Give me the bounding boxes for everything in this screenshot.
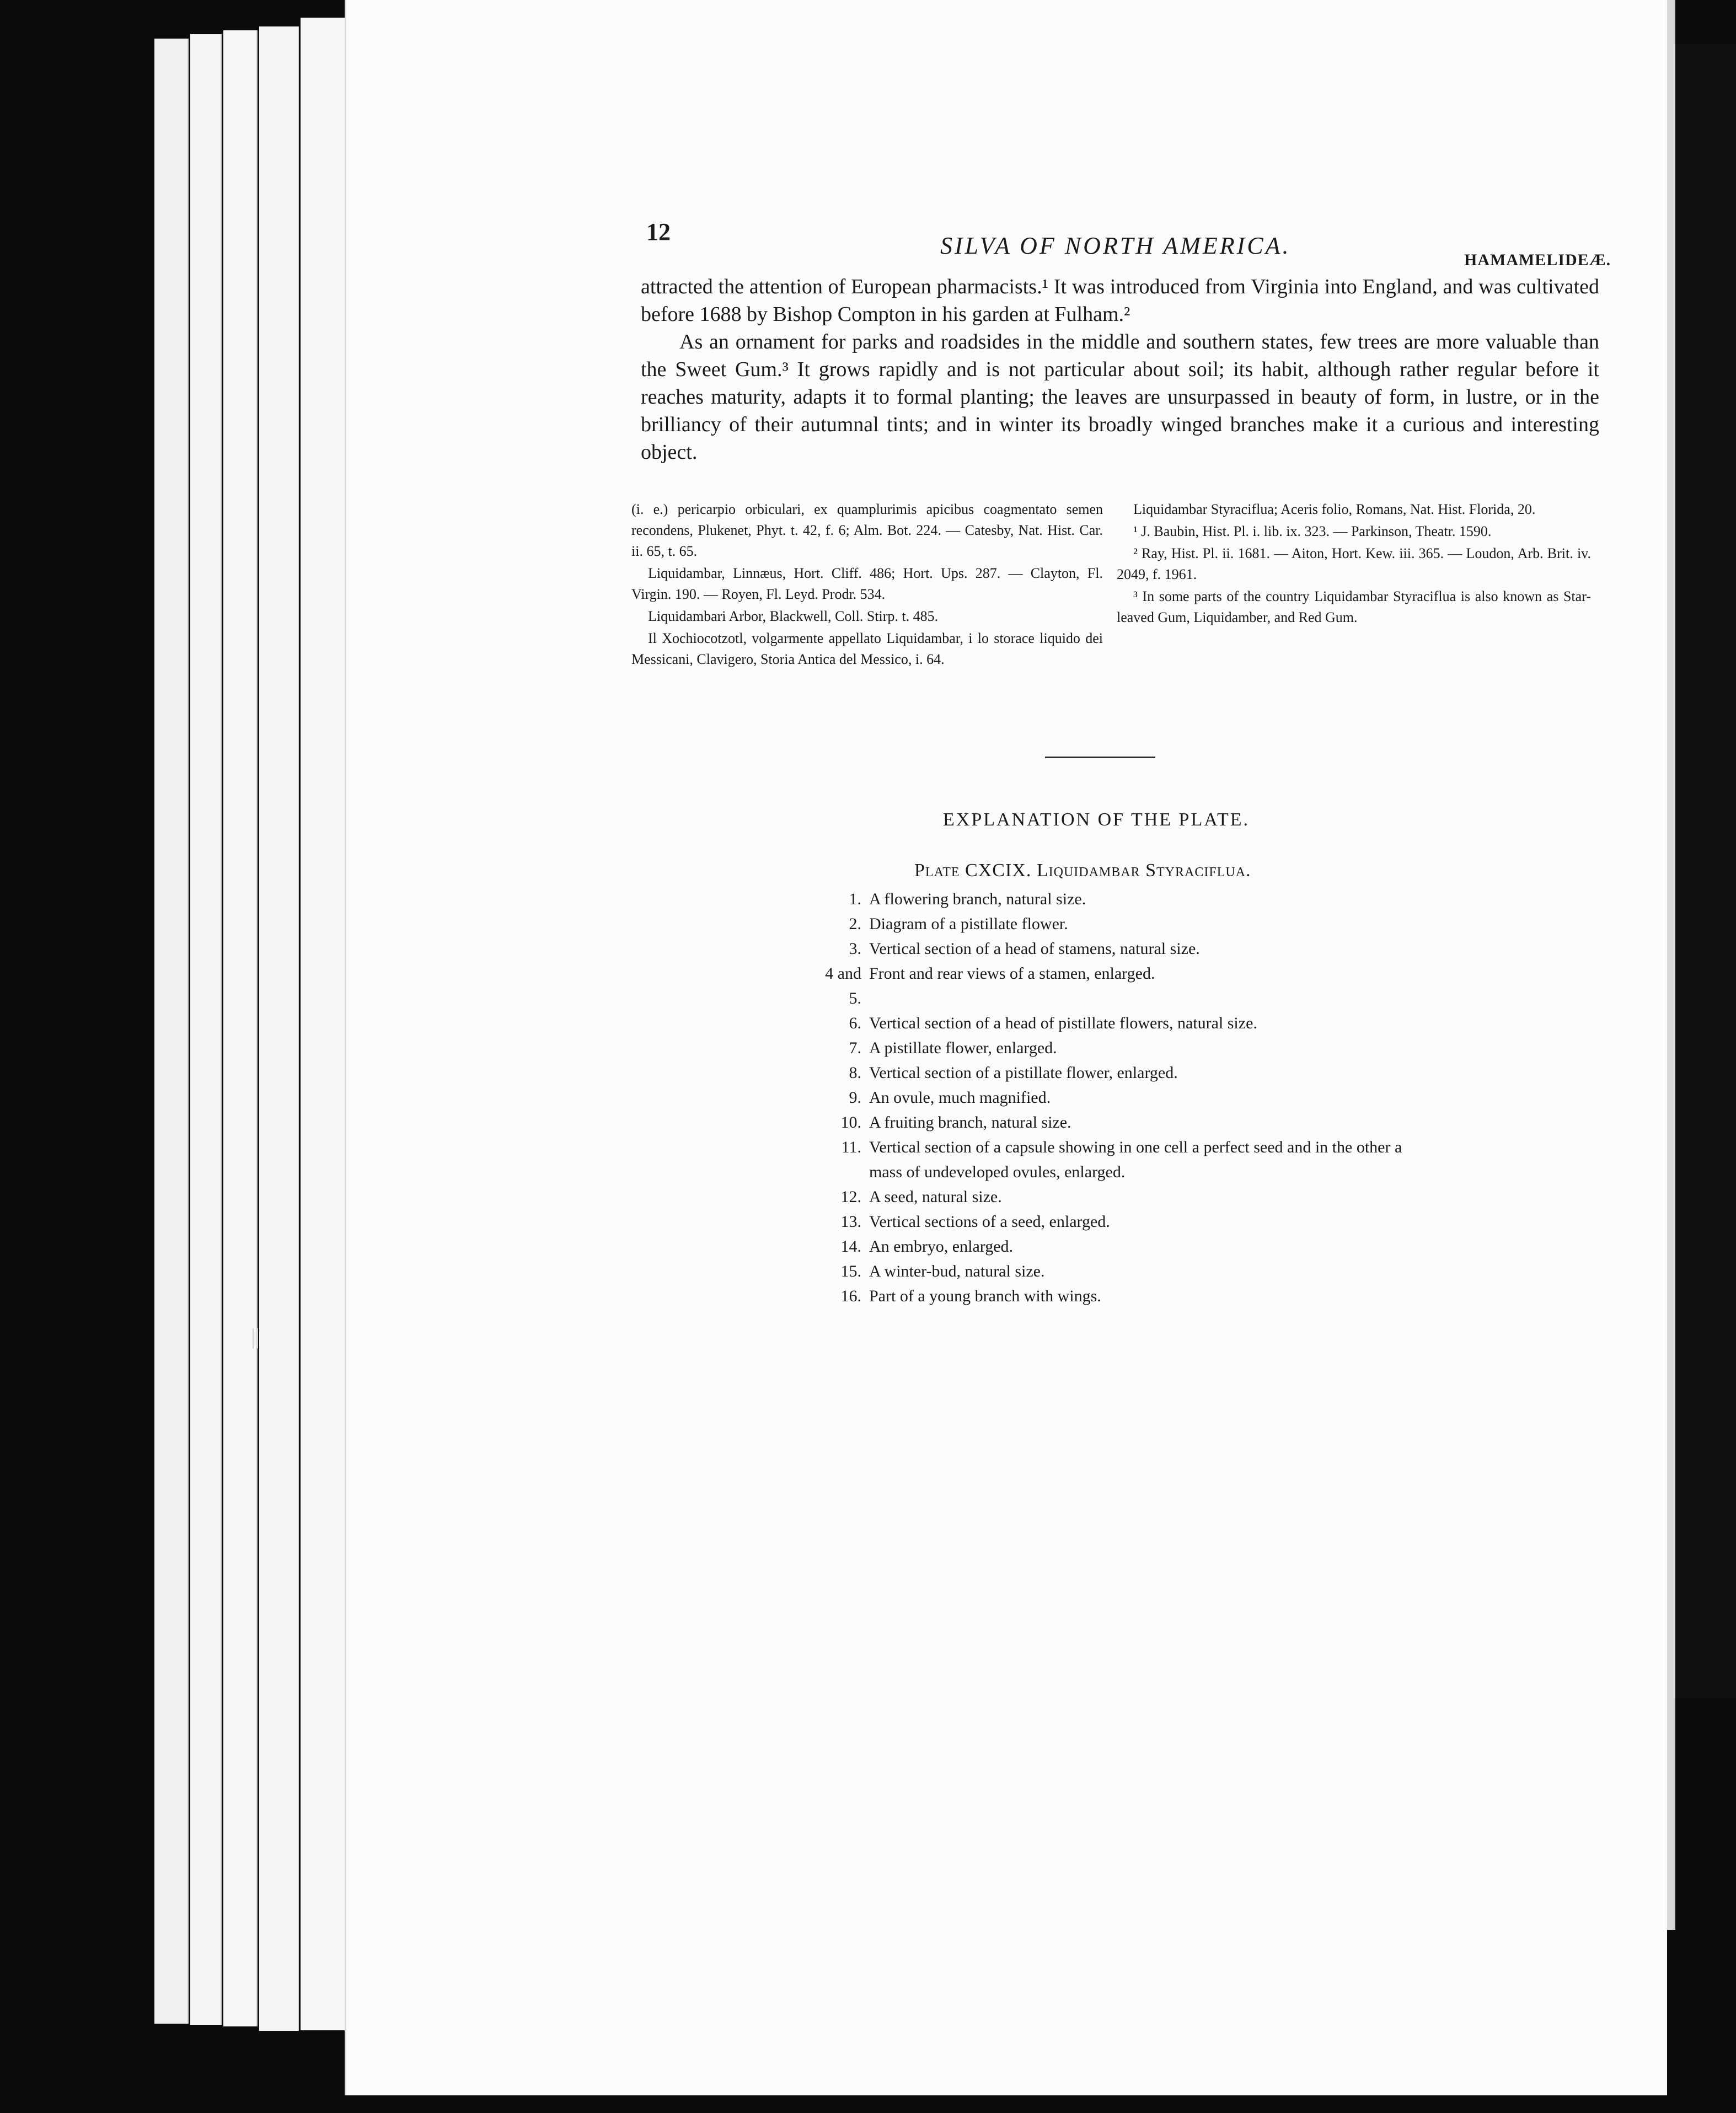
figure-number: 16. [840, 1287, 861, 1305]
figure-number: 11. [841, 1138, 861, 1156]
list-item [822, 1085, 1428, 1110]
figure-number: 9. [849, 1088, 861, 1107]
figure-number: 14. [840, 1237, 861, 1256]
footnote: Liquidambari Arbor, Blackwell, Coll. Stirp. t. 485. [648, 608, 939, 624]
figure-number: 2. [849, 915, 861, 933]
list-item [822, 936, 1428, 961]
figure-description: Vertical section of a head of pistillate flowers, natural size. [869, 1014, 1257, 1032]
footnote: Liquidambar, Linnæus, Hort. Cliff. 486; Hort. Ups. 287. — Clayton, Fl. Virgin. 190. — Royen, Fl. Leyd. Prodr. 534. [631, 565, 1103, 602]
figure-number: 12. [840, 1188, 861, 1206]
figure-description: A flowering branch, natural size. [869, 890, 1086, 908]
figure-description: An embryo, enlarged. [869, 1237, 1014, 1256]
body-paragraph: attracted the attention of European pharmacists.¹ It was introduced from Virginia into England, and was cultivated before 1688 by Bishop Compton in his garden at Fulham.² [641, 275, 1599, 326]
family-heading: HAMAMELIDEÆ. [1464, 251, 1611, 269]
figure-description: Front and rear views of a stamen, enlarged. [869, 964, 1155, 983]
list-item [822, 1036, 1428, 1060]
figure-description: Vertical section of a head of stamens, natural size. [869, 940, 1200, 958]
list-item [822, 1209, 1428, 1234]
figure-description: Diagram of a pistillate flower. [869, 915, 1068, 933]
figure-number: 6. [849, 1014, 861, 1032]
footnotes-left [631, 499, 1103, 671]
figure-number: 13. [840, 1213, 861, 1231]
figure-number: 3. [849, 940, 861, 958]
page-mark: || [251, 1324, 260, 1349]
page-edge [301, 18, 351, 2030]
list-item [822, 1259, 1428, 1284]
figure-description: A seed, natural size. [869, 1188, 1002, 1206]
section-divider [1045, 757, 1155, 758]
figure-number: 7. [849, 1039, 861, 1057]
plate-figure-list [822, 887, 1428, 1308]
figure-description: Vertical sections of a seed, enlarged. [869, 1213, 1110, 1231]
list-item [822, 887, 1428, 911]
background-strip [1675, 44, 1736, 1698]
figure-description: A fruiting branch, natural size. [869, 1113, 1071, 1131]
footnote: ³ In some parts of the country Liquidambar Styraciflua is also known as Star-leaved Gum, Liquidamber, and Red Gum. [1117, 588, 1591, 625]
page-edge [190, 34, 222, 2025]
footnote: Liquidambar Styraciflua; Aceris folio, Romans, Nat. Hist. Florida, 20. [1133, 501, 1536, 517]
list-item [822, 911, 1428, 936]
body-paragraph: As an ornament for parks and roadsides in the middle and southern states, few trees are more valuable than the Sweet Gum.³ It grows rapidly and is not particular about soil; its habit, although rather regular before it reaches maturity, adapts it to formal planting; the leaves are unsurpassed in beauty of form, in lustre, or in the brilliancy of their autumnal tints; and in winter its broadly winged branches make it a curious and interesting object. [641, 330, 1599, 464]
footnote: ² Ray, Hist. Pl. ii. 1681. — Aiton, Hort. Kew. iii. 365. — Loudon, Arb. Brit. iv. 2049, f. 1961. [1117, 545, 1591, 582]
figure-number: 1. [849, 890, 861, 908]
plate-title: Plate CXCIX. Liquidambar Styraciflua. [914, 860, 1251, 881]
running-title: SILVA OF NORTH AMERICA. [940, 232, 1291, 259]
explanation-title: EXPLANATION OF THE PLATE. [943, 809, 1250, 830]
figure-description: A winter-bud, natural size. [869, 1262, 1045, 1280]
figure-number: 4 and 5. [825, 964, 861, 1007]
list-item [822, 1011, 1428, 1036]
footnote: (i. e.) pericarpio orbiculari, ex quamplurimis apicibus coagmentato semen recondens, Plukenet, Phyt. t. 42, f. 6; Alm. Bot. 224. — Catesby, Nat. Hist. Car. ii. 65, t. 65. [631, 501, 1103, 559]
body-text [641, 273, 1599, 466]
figure-description: Part of a young branch with wings. [869, 1287, 1101, 1305]
footnote: ¹ J. Baubin, Hist. Pl. i. lib. ix. 323. — Parkinson, Theatr. 1590. [1133, 523, 1492, 539]
page-number: 12 [646, 218, 671, 245]
figure-description: Vertical section of a capsule showing in one cell a perfect seed and in the other a mass of undeveloped ovules, enlarged. [869, 1138, 1402, 1181]
figure-description: A pistillate flower, enlarged. [869, 1039, 1057, 1057]
list-item [822, 961, 1428, 1011]
figure-number: 10. [840, 1113, 861, 1131]
list-item [822, 1135, 1428, 1184]
list-item [822, 1234, 1428, 1259]
list-item [822, 1184, 1428, 1209]
figure-description: Vertical section of a pistillate flower, enlarged. [869, 1064, 1178, 1082]
list-item [822, 1284, 1428, 1308]
page-edge [223, 30, 258, 2026]
page-edge [154, 39, 189, 2024]
footnote: Il Xochiocotzotl, volgarmente appellato Liquidambar, i lo storace liquido dei Messicani, Clavigero, Storia Antica del Messico, i. 64. [631, 630, 1103, 667]
figure-number: 15. [840, 1262, 861, 1280]
page-edge [259, 26, 299, 2031]
footnotes-right [1117, 499, 1591, 629]
list-item [822, 1060, 1428, 1085]
figure-description: An ovule, much magnified. [869, 1088, 1051, 1107]
figure-number: 8. [849, 1064, 861, 1082]
list-item [822, 1110, 1428, 1135]
